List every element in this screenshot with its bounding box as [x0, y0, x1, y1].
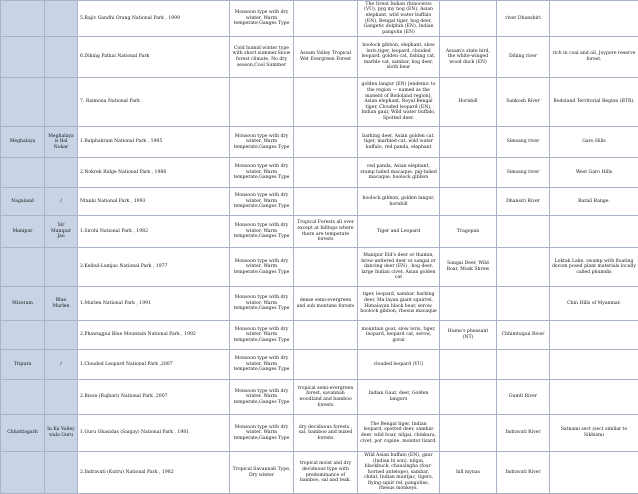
notes-cell: Chin Hills of Myanmar. [550, 287, 638, 321]
notes-cell: Garo Hills [550, 127, 638, 158]
fauna-cell: red panda, Asian elephant, stump tailed macaque, pig-tailed macaque, hoolock gibbon [358, 158, 440, 188]
table-row [1, 188, 638, 216]
vegetation-cell [294, 188, 358, 216]
park-name-cell: 7. Raimona National Park [78, 78, 230, 127]
birds-cell: hill mynas [440, 452, 497, 494]
climate-cell: Monsoon type with dry winter. Warm temperate,Ganges Type [230, 287, 294, 321]
table-row [1, 216, 638, 248]
table-row [1, 158, 638, 188]
vegetation-cell [294, 350, 358, 380]
climate-cell [230, 78, 294, 127]
vegetation-cell [294, 1, 358, 37]
notes-cell [550, 216, 638, 248]
notes-cell: Bodoland Territorial Region (BTR). [550, 78, 638, 127]
climate-cell: Tropical Savannah Type, Dry winter [230, 452, 294, 494]
climate-cell: Monsoon type with dry winter. Warm temperate,Ganges Type [230, 248, 294, 287]
birds-cell: Sangai Deer, Wild Boar, Musk Shrew [440, 248, 497, 287]
mnemonic-cell: Blue Murlen [45, 287, 78, 321]
park-name-cell: 1.Murlen National Park , 1991 [78, 287, 230, 321]
state-cell: Mizoram [1, 287, 45, 321]
climate-cell: Monsoon type with dry winter. Warm temperate,Ganges Type [230, 216, 294, 248]
table-row [1, 127, 638, 158]
birds-cell [440, 127, 497, 158]
river-cell [497, 248, 550, 287]
table-row [1, 452, 638, 494]
climate-cell: Monsoon type with dry winter. Warm temperate,Ganges Type [230, 321, 294, 350]
mnemonic-cell [45, 78, 78, 127]
vegetation-cell [294, 78, 358, 127]
state-cell [1, 37, 45, 78]
park-name-cell: 1.Sirohi National Park , 1982 [78, 216, 230, 248]
table-row [1, 350, 638, 380]
table-row [1, 415, 638, 452]
table-row [1, 380, 638, 415]
mnemonic-cell [45, 37, 78, 78]
fauna-cell: clouded leopard (VU) [358, 350, 440, 380]
climate-cell: Monsoon type with dry winter. Warm temperate,Ganges Type [230, 350, 294, 380]
river-cell: Indravati River [497, 415, 550, 452]
climate-cell: Monsoon type with dry winter. Warm temperate,Ganges Type [230, 127, 294, 158]
notes-cell [550, 321, 638, 350]
state-cell: Meghalaya [1, 127, 45, 158]
river-cell: Gumti River [497, 380, 550, 415]
table-row [1, 287, 638, 321]
mnemonic-cell [45, 1, 78, 37]
mnemonic-cell: In.Ka Valley wala Guru [45, 415, 78, 452]
birds-cell: Tragopan [440, 216, 497, 248]
notes-cell: Satnami sect (sect similar to Sikhism) [550, 415, 638, 452]
vegetation-cell: dry deciduous forests , sal, bamboo and mixed forests [294, 415, 358, 452]
park-name-cell: 2.Nokrek Ridge National Park , 1986 [78, 158, 230, 188]
climate-cell: Monsoon type with dry winter. Warm temperate,Ganges Type [230, 188, 294, 216]
mnemonic-cell [45, 452, 78, 494]
vegetation-cell: Assam Valley Tropical Wet Evergreen Forest [294, 37, 358, 78]
fauna-cell: tiger, leopard, sambar, barking deer, Ma layan giant squirrel, Himalayan black bear, serow, hoolock gibbon, rhesus macaque [358, 287, 440, 321]
table-row [1, 248, 638, 287]
climate-cell: Monsoon type with dry winter. Warm temperate,Ganges Type [230, 380, 294, 415]
birds-cell [440, 380, 497, 415]
birds-cell [440, 1, 497, 37]
river-cell: Indravati River [497, 452, 550, 494]
mnemonic-cell [45, 248, 78, 287]
park-name-cell: 2.Phawngpui Blue Mountain National Park , 1992 [78, 321, 230, 350]
notes-cell [550, 350, 638, 380]
notes-cell: Loktak Lake, swamp with floating decom posed plant materials locally called phumdis [550, 248, 638, 287]
birds-cell: Assam's state bird, the white-winged wood duck (EN) [440, 37, 497, 78]
state-cell: Tripura [1, 350, 45, 380]
mnemonic-cell: / [45, 350, 78, 380]
table-row [1, 37, 638, 78]
climate-cell: Monsoon type with dry winter. Warm temperate,Ganges Type [230, 415, 294, 452]
state-cell [1, 452, 45, 494]
fauna-cell: Wild Asian buffalo (EN), gaur (Indian bi son), nilgai, blackbuck, chausingha (four-horned antelope), sambar, chital, Indian muntjac, tigers, flying squir rel, pangolins, rhesus monkeys. [358, 452, 440, 494]
state-cell: Manipur [1, 216, 45, 248]
notes-cell: Barail Range. [550, 188, 638, 216]
vegetation-cell: Tropical Forests all over except at hilltops where there are temperate forests [294, 216, 358, 248]
fauna-cell: hoolock gibbon, elephant, slow loris,tiger, leopard, clouded leopard, golden cat, fishing cat, marble cat, sambar, hog deer, sloth bear [358, 37, 440, 78]
birds-cell [440, 350, 497, 380]
state-cell [1, 1, 45, 37]
park-name-cell: 1.Guru Ghasidas (Sanjay) National Park , 1981 [78, 415, 230, 452]
notes-cell [550, 380, 638, 415]
fauna-cell: Indian Gaur, deer, Golden langurs [358, 380, 440, 415]
vegetation-cell: tropical semi-evergreen forest, savannah woodland and bamboo forests [294, 380, 358, 415]
mnemonic-cell [45, 321, 78, 350]
river-cell [497, 350, 550, 380]
vegetation-cell [294, 127, 358, 158]
park-name-cell: 5.Rajiv Gandhi Orang National Park , 1999 [78, 1, 230, 37]
birds-cell [440, 415, 497, 452]
river-cell: river Dhanshiri [497, 1, 550, 37]
mnemonic-cell: Sir Manipur Jao [45, 216, 78, 248]
fauna-cell: Manipur Eld's deer or thamin, brow-antlered deer or sangai or dancing deer (EN) , hog deer, large Indian civet, Asian golden cat [358, 248, 440, 287]
river-cell: Dihing river [497, 37, 550, 78]
table-body [1, 1, 638, 494]
notes-cell [550, 452, 638, 494]
table-row [1, 78, 638, 127]
mnemonic-cell: Meghalaya is Bal Nokar [45, 127, 78, 158]
river-cell [497, 287, 550, 321]
fauna-cell: mountain goat, slow loris, tiger, leopard, leopard cat, serow, goral [358, 321, 440, 350]
river-cell: Dhansiri River [497, 188, 550, 216]
vegetation-cell [294, 248, 358, 287]
park-name-cell: 2.Keibul-Lamjao National Park , 1977 [78, 248, 230, 287]
table-row [1, 1, 638, 37]
park-name-cell: 6.Dihing Patkai National Park [78, 37, 230, 78]
park-name-cell: 1.Clouded Leopard National Park ,2007 [78, 350, 230, 380]
table-row [1, 321, 638, 350]
birds-cell: Hume's pheasant (NT) [440, 321, 497, 350]
river-cell: Chhimtuipui River [497, 321, 550, 350]
climate-cell: Monsoon type with dry winter. Warm temperate,Ganges Type [230, 1, 294, 37]
state-cell [1, 248, 45, 287]
birds-cell: Hornbill [440, 78, 497, 127]
mnemonic-cell: / [45, 188, 78, 216]
fauna-cell: The Great Indian rhinoceros (VU), pyg my hog (EN), Asian elephant, wild water buffalo (EN), Bengal tiger, hog deer, Gangetic dolphin (EN), Indian pangolin (EN) [358, 1, 440, 37]
park-name-cell: 2.Bison (Rajbari) National Park ,2007 [78, 380, 230, 415]
birds-cell [440, 188, 497, 216]
fauna-cell: Tiger and Leopard [358, 216, 440, 248]
state-cell: Chhattisgarh [1, 415, 45, 452]
notes-cell: West Garo Hills [550, 158, 638, 188]
fauna-cell: golden langur (EN) [endemic to the region — named as the manent of Bodoland region], Asian elephant, Royal Bengal tiger, Clouded leopard (EN), Indian gaur, Wild water buffalo, Spotted deer. [358, 78, 440, 127]
birds-cell [440, 158, 497, 188]
mnemonic-cell [45, 380, 78, 415]
river-cell [497, 216, 550, 248]
state-cell [1, 78, 45, 127]
state-cell: Nagaland [1, 188, 45, 216]
vegetation-cell [294, 158, 358, 188]
river-cell: Sankosh River [497, 78, 550, 127]
mnemonic-cell [45, 158, 78, 188]
vegetation-cell [294, 321, 358, 350]
fauna-cell: barking deer, Asian golden cat, tiger, marbled cat, wild water buffalo, red panda, elephant [358, 127, 440, 158]
river-cell: Simsang river [497, 158, 550, 188]
park-name-cell: 1.Balphakram National Park , 1985 [78, 127, 230, 158]
state-cell [1, 321, 45, 350]
river-cell: Simsang river [497, 127, 550, 158]
park-name-cell: 2.Indravati (Kutru) National Park , 1982 [78, 452, 230, 494]
notes-cell: rich in coal and oil, Joypore reserve forest. [550, 37, 638, 78]
fauna-cell: The Bengal tiger, Indian leopard, spotted deer, sambar deer, wild boar, nilgai, chinkara, civet, por cupine, monitor lizard. [358, 415, 440, 452]
climate-cell: Monsoon type with dry winter. Warm temperate,Ganges Type [230, 158, 294, 188]
state-cell [1, 158, 45, 188]
climate-cell: Cold humid winter type with short summer.Snow forest climate, No dry season,Cool Summer [230, 37, 294, 78]
fauna-cell: hoolock gibbon, golden langur, hornbill [358, 188, 440, 216]
state-cell [1, 380, 45, 415]
vegetation-cell: dense semi-evergreen and sub montane forests [294, 287, 358, 321]
birds-cell [440, 287, 497, 321]
notes-cell [550, 1, 638, 37]
vegetation-cell: tropical moist and dry deciduous type with predominance of bamboo, sal and teak. [294, 452, 358, 494]
park-name-cell: Ntanki National Park , 1993 [78, 188, 230, 216]
